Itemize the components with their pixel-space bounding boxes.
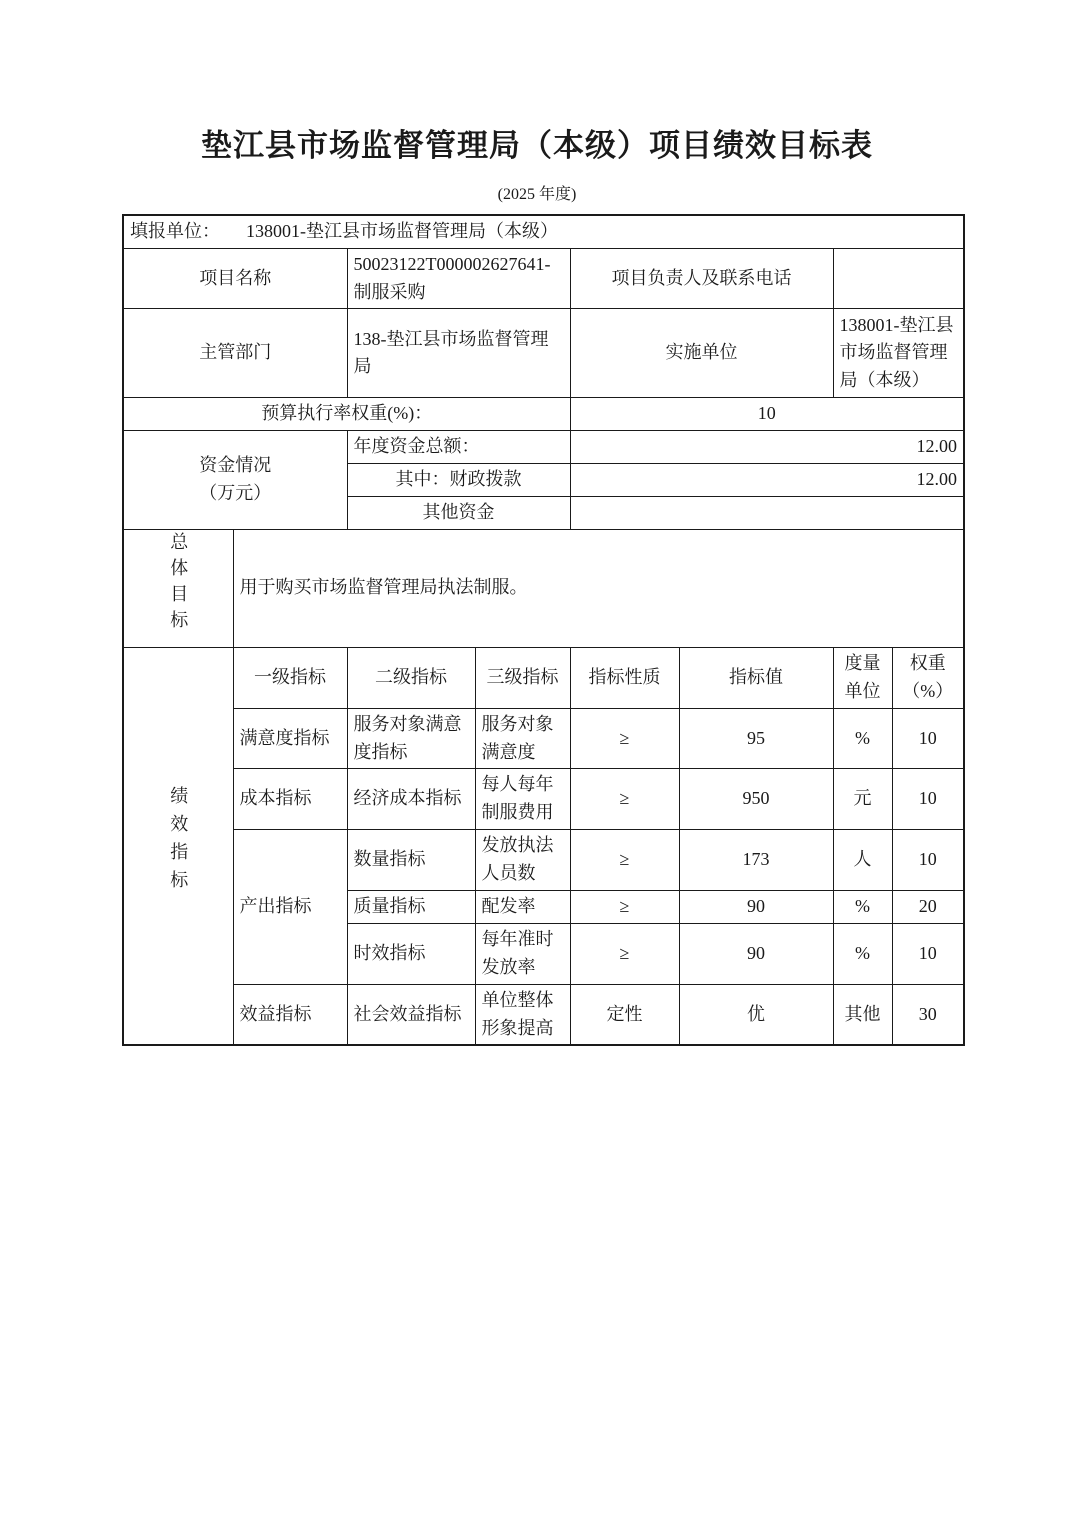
header-level2: 二级指标: [347, 647, 475, 708]
indicator-level2: 经济成本指标: [347, 769, 475, 830]
dept-label: 主管部门: [123, 309, 347, 398]
indicator-value: 950: [679, 769, 833, 830]
funds-other-label: 其他资金: [347, 497, 570, 530]
indicator-level2: 质量指标: [347, 891, 475, 924]
funds-total-value: 12.00: [570, 431, 964, 464]
funds-fiscal-label: 其中：财政拨款: [347, 464, 570, 497]
indicator-weight: 20: [892, 891, 964, 924]
funds-total-row: [123, 431, 964, 464]
indicator-unit: %: [833, 708, 892, 769]
indicators-side-label-cell: [123, 647, 233, 1045]
indicator-level3: 配发率: [475, 891, 570, 924]
project-name-label: 项目名称: [123, 248, 347, 309]
overall-goal-text: 用于购买市场监督管理局执法制服。: [233, 529, 964, 647]
overall-goal-row: [123, 529, 964, 647]
performance-target-table: [122, 214, 965, 1047]
indicator-row: [123, 984, 964, 1045]
indicator-level3: 服务对象满意度: [475, 708, 570, 769]
header-weight: 权重（%）: [892, 647, 964, 708]
funds-total-label: 年度资金总额：: [347, 431, 570, 464]
indicator-unit: 元: [833, 769, 892, 830]
indicator-nature: ≥: [570, 769, 679, 830]
indicator-weight: 10: [892, 923, 964, 984]
indicator-value: 90: [679, 891, 833, 924]
indicator-level2: 数量指标: [347, 830, 475, 891]
indicator-nature: ≥: [570, 923, 679, 984]
indicator-level3: 发放执法人员数: [475, 830, 570, 891]
funds-other-value: [570, 497, 964, 530]
indicator-level1: 满意度指标: [233, 708, 347, 769]
indicator-nature: ≥: [570, 891, 679, 924]
indicator-level3: 每年准时发放率: [475, 923, 570, 984]
impl-unit-value: 138001-垫江县市场监督管理局（本级）: [833, 309, 964, 398]
indicator-row: [123, 708, 964, 769]
indicator-unit: 其他: [833, 984, 892, 1045]
indicator-level2: 时效指标: [347, 923, 475, 984]
indicator-level1: 成本指标: [233, 769, 347, 830]
indicator-value: 173: [679, 830, 833, 891]
report-unit-label: 填报单位：: [130, 220, 220, 241]
funds-label-line1: 资金情况: [199, 455, 272, 476]
indicator-nature: 定性: [570, 984, 679, 1045]
header-value: 指标值: [679, 647, 833, 708]
budget-rate-label: 预算执行率权重(%)：: [123, 398, 570, 431]
indicator-weight: 30: [892, 984, 964, 1045]
indicator-weight: 10: [892, 769, 964, 830]
indicator-value: 优: [679, 984, 833, 1045]
indicator-header-row: [123, 647, 964, 708]
dept-value: 138-垫江县市场监督管理局: [347, 309, 570, 398]
overall-goal-label: 总体目标: [168, 531, 189, 636]
indicator-value: 95: [679, 708, 833, 769]
page-subtitle: (2025 年度): [497, 185, 577, 203]
header-level3: 三级指标: [475, 647, 570, 708]
project-manager-label: 项目负责人及联系电话: [570, 248, 833, 309]
header-nature: 指标性质: [570, 647, 679, 708]
indicator-level2: 服务对象满意度指标: [347, 708, 475, 769]
funds-label: [123, 431, 347, 530]
budget-rate-row: [123, 398, 964, 431]
indicator-level1: 产出指标: [233, 830, 347, 984]
indicator-level1: 效益指标: [233, 984, 347, 1045]
budget-rate-value: 10: [570, 398, 964, 431]
report-unit-row: [123, 215, 964, 248]
overall-goal-label-cell: [123, 529, 233, 647]
report-unit-value: 138001-垫江县市场监督管理局（本级）: [246, 220, 558, 241]
header-unit: 度量单位: [833, 647, 892, 708]
indicator-unit: %: [833, 891, 892, 924]
indicator-level3: 每人每年制服费用: [475, 769, 570, 830]
page-title: 垫江县市场监督管理局（本级）项目绩效目标表: [201, 128, 873, 163]
indicator-weight: 10: [892, 708, 964, 769]
indicator-nature: ≥: [570, 830, 679, 891]
indicator-row: [123, 769, 964, 830]
indicator-weight: 10: [892, 830, 964, 891]
dept-row: [123, 309, 964, 398]
funds-label-line2: （万元）: [199, 483, 272, 504]
indicator-unit: %: [833, 923, 892, 984]
indicator-value: 90: [679, 923, 833, 984]
impl-unit-label: 实施单位: [570, 309, 833, 398]
indicator-level2: 社会效益指标: [347, 984, 475, 1045]
project-name-value: 50023122T000002627641-制服采购: [347, 248, 570, 309]
indicator-level3: 单位整体形象提高: [475, 984, 570, 1045]
project-manager-value: [833, 248, 964, 309]
indicator-nature: ≥: [570, 708, 679, 769]
report-unit-cell: [123, 215, 964, 248]
project-name-row: [123, 248, 964, 309]
funds-fiscal-value: 12.00: [570, 464, 964, 497]
indicator-unit: 人: [833, 830, 892, 891]
indicator-row: [123, 830, 964, 891]
indicators-side-label: 绩效指标: [168, 785, 189, 898]
header-level1: 一级指标: [233, 647, 347, 708]
